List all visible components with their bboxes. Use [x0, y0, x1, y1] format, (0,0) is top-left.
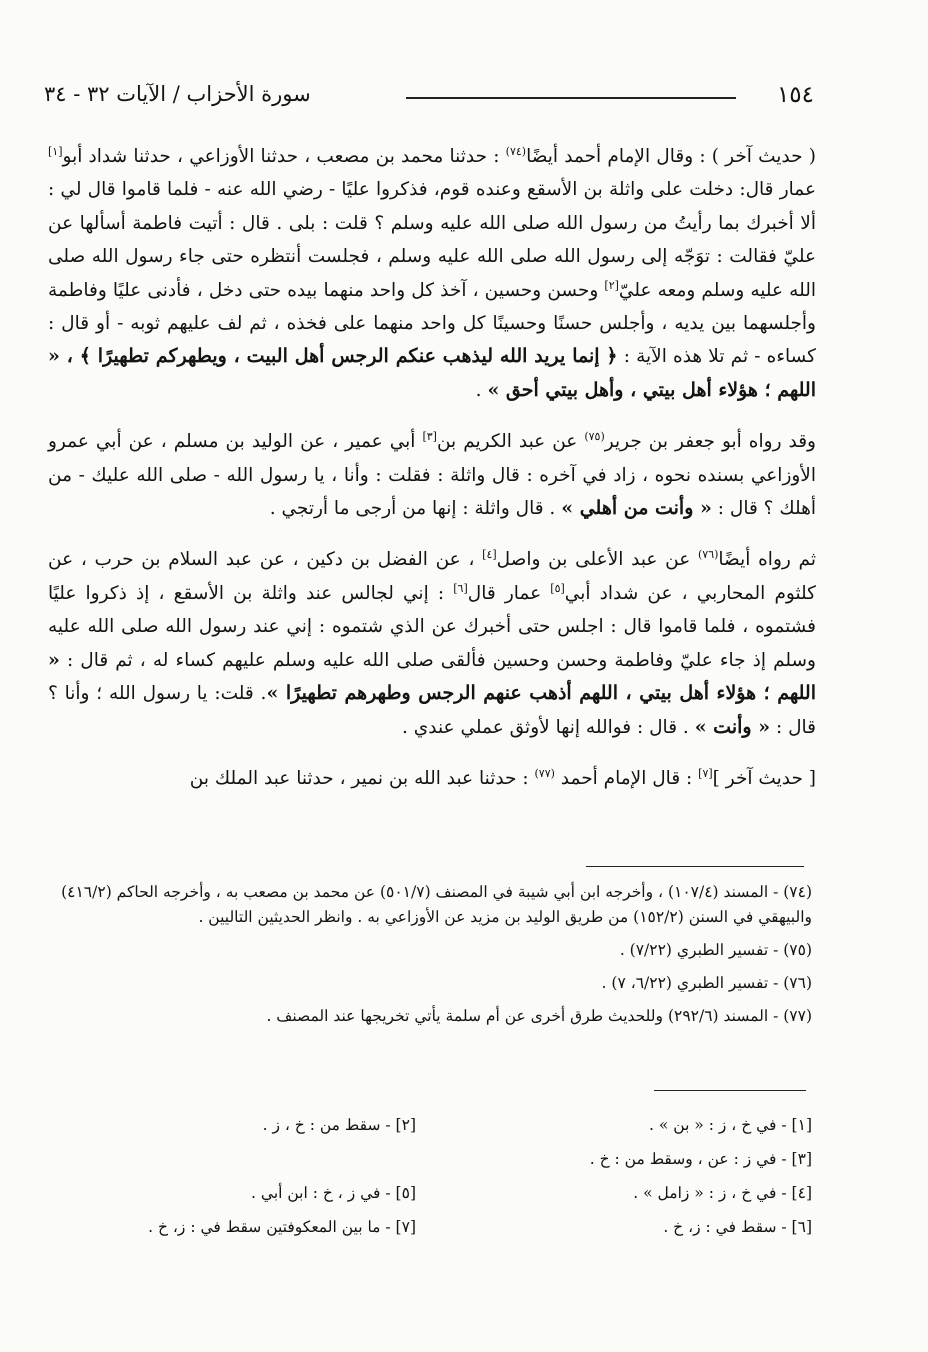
paragraph-4: [ حديث آخر ][٧] : قال الإمام أحمد $^{(٧٧)}$ : حدثنا عبد الله بن نمير ، حدثنا عبد الملك بن [189, 766, 816, 789]
variant-row [60, 1142, 812, 1176]
variant-note: [٢] - سقط من : خ ، ز . [262, 1116, 416, 1134]
variant-note: [١] - في خ ، ز : « بن » . [649, 1116, 812, 1134]
footnote-ref: (٧٧) [534, 766, 555, 780]
variant-note: [٥] - في ز ، خ : ابن أبي . [251, 1184, 416, 1202]
variant-note: [٣] - في ز : عن ، وسقط من : خ . [589, 1150, 812, 1168]
variant-ref: [٦] [453, 581, 468, 595]
paragraph-2: وقد رواه أبو جعفر بن جرير$^{(٧٥)}$ عن عبد الكريم بن[٣] أبي عمير ، عن الوليد بن مسلم ، عن أبي عمرو الأوزاعي بسنده نحوه ، زاد في آخره : قال واثلة : فقلت : وأنا ، يا رسول الله - صلى الله عليك - من أهلك ؟ قال : « وأنت من أهلي » . قال واثلة : إنها من أرجى ما أرتجي . [48, 430, 816, 520]
footnote-ref: (٧٦) [698, 548, 719, 562]
variant-row [60, 1210, 812, 1244]
footnote: (٧٤) - المسند (١٠٧/٤) ، وأخرجه ابن أبي شيبة في المصنف (٥٠١/٧) عن محمد بن مصعب به ، وأخرجه الحاكم (٤١٦/٢) والبيهقي في السنن (١٥٢/٢) من طريق الوليد بن مزيد عن الأوزاعي به . وانظر الحديثين التاليين . [61, 883, 812, 926]
footnote-ref: (٧٤) [505, 144, 527, 158]
footnotes [60, 880, 812, 1037]
footnote-separator [586, 866, 804, 867]
hadith-quote: « وأنت من أهلي » [561, 497, 712, 520]
variants-separator [654, 1090, 806, 1091]
paragraph-3: ثم رواه أيضًا$^{(٧٦)}$ عن عبد الأعلى بن واصل[٤] ، عن الفضل بن دكين ، عن عبد السلام بن حرب ، عن كلثوم المحاربي ، عن شداد أبي[٥] عمار قال[٦] : إني لجالس عند واثلة بن الأسقع ، إذ ذكروا عليًا فشتموه ، فلما قاموا قال : اجلس حتى أخبرك عن الذي شتموه : إني عند رسول الله صلى الله عليه وسلم إذ جاء عليّ وفاطمة وحسن وحسين فألقى صلى الله عليه وسلم عليهم كساء له ، ثم قال : « اللهم ؛ هؤلاء أهل بيتي ، اللهم أذهب عنهم الرجس وطهرهم تطهيرًا ». قلت: يا رسول الله ؛ وأنا ؟ قال : « وأنت » . قال : فوالله إنها لأوثق عملي عندي . [48, 548, 816, 738]
footnote-ref: (٧٥) [584, 430, 605, 444]
surah-title: سورة الأحزاب / الآيات ٣٢ - ٣٤ [44, 82, 311, 106]
main-text [48, 140, 816, 813]
page-header [44, 78, 814, 118]
page-number: ١٥٤ [776, 82, 814, 108]
footnote: (٧٥) - تفسير الطبري (٧/٢٢) . [619, 941, 812, 959]
variant-ref: [٢] [604, 278, 619, 292]
hadith-quote: « وأنت » [694, 715, 771, 738]
variant-note: [٤] - في خ ، ز : « زامل » . [633, 1184, 812, 1202]
variant-row [60, 1108, 812, 1142]
quran-verse: ﴿ إنما يريد الله ليذهب عنكم الرجس أهل البيت ، ويطهركم تطهيرًا ﴾ ، « اللهم ؛ هؤلاء أهل بيتي ، وأهل بيتي أحق » [48, 345, 816, 401]
paragraph-1: ( حديث آخر ) : وقال الإمام أحمد أيضًا$^{(٧٤)}$ : حدثنا محمد بن مصعب ، حدثنا الأوزاعي ، حدثنا شداد أبو[١] عمار قال: دخلت على واثلة بن الأسقع وعنده قوم، فذكروا عليًا - رضي الله عنه - فلما قاموا قال لي : ألا أخبرك بما رأيتُ من رسول الله صلى الله عليه وسلم ؟ قلت : بلى . قال : أتيت فاطمة أسألها عن عليّ فقالت : توَجّه إلى رسول الله صلى الله عليه وسلم ، فجلست أنتظره حتى جاء رسول الله صلى الله عليه وسلم ومعه عليّ[٢] وحسن وحسين ، آخذ كل واحد منهما بيده حتى دخل ، فأدنى عليًا وفاطمة وأجلسهما بين يديه ، وأجلس حسنًا وحسينًا كل واحد منهما على فخذه ، ثم لف عليهم ثوبه - أو قال : كساءه - ثم تلا هذه الآية : ﴿ إنما يريد الله ليذهب عنكم الرجس أهل البيت ، ويطهركم تطهيرًا ﴾ ، « اللهم ؛ هؤلاء أهل بيتي ، وأهل بيتي أحق » . [48, 144, 816, 401]
manuscript-variants [60, 1108, 812, 1244]
variant-ref: [٣] [422, 430, 437, 444]
variant-note: [٧] - ما بين المعكوفتين سقط في : ز، خ . [148, 1218, 416, 1236]
variant-note: [٦] - سقط في : ز، خ . [663, 1218, 812, 1236]
footnote: (٧٦) - تفسير الطبري (٦/٢٢، ٧) . [601, 974, 812, 992]
variant-ref: [١] [48, 144, 63, 158]
variant-ref: [٥] [550, 581, 565, 595]
hadith-quote: « اللهم ؛ هؤلاء أهل بيتي ، اللهم أذهب عنهم الرجس وطهرهم تطهيرًا » [48, 648, 816, 705]
variant-ref: [٧] [698, 766, 713, 780]
variant-row [60, 1176, 812, 1210]
variant-ref: [٤] [482, 548, 497, 562]
footnote: (٧٧) - المسند (٢٩٢/٦) وللحديث طرق أخرى عن أم سلمة يأتي تخريجها عند المصنف . [266, 1007, 812, 1025]
header-rule [406, 97, 736, 99]
